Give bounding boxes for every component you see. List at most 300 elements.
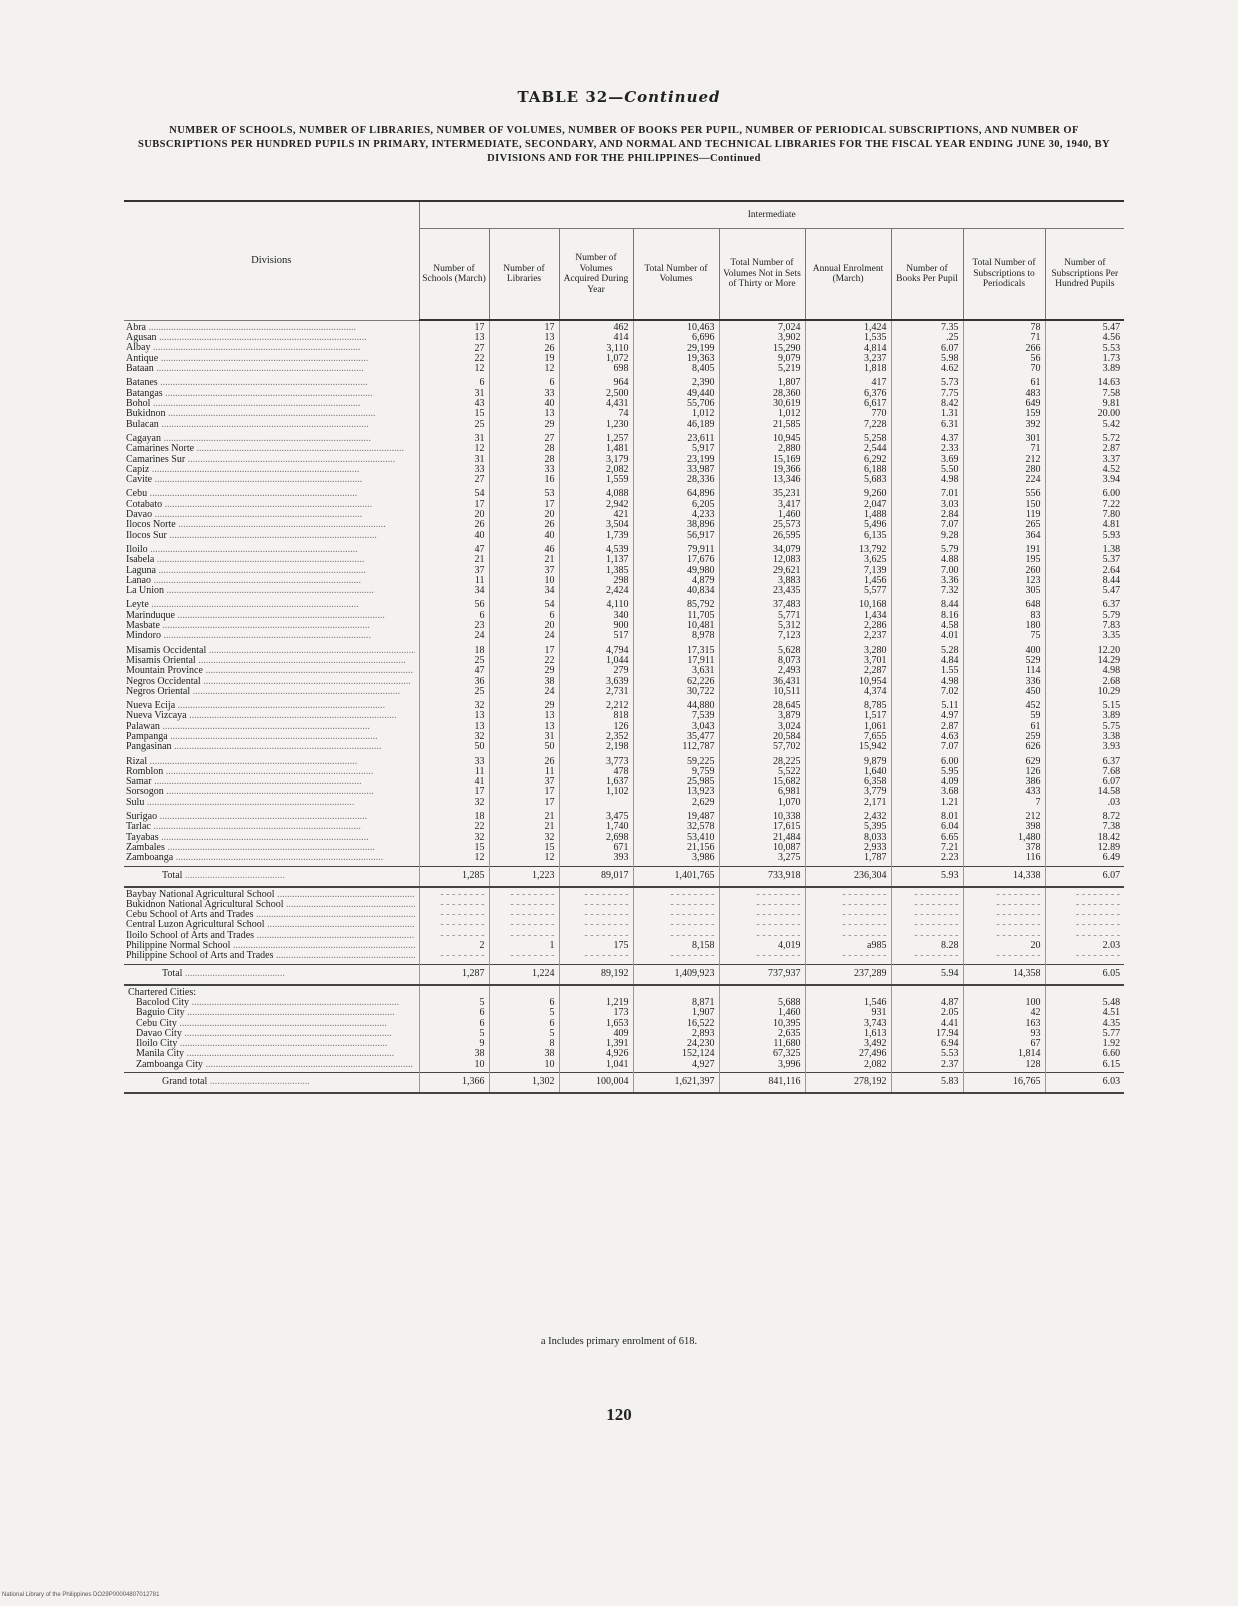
cell-line: 180 xyxy=(1025,620,1041,632)
cell-line: 4,110 xyxy=(606,599,629,611)
cell-line: Davao City ..... xyxy=(126,1029,415,1039)
cell-line: Cotabato ..... xyxy=(126,500,415,510)
cell-line: 336 xyxy=(1025,675,1041,687)
total-label-text: Grand total xyxy=(162,1076,208,1088)
cell-line: 6 xyxy=(549,377,555,389)
cell-line: 931 xyxy=(871,1007,887,1019)
cell-line: 1,012 xyxy=(692,408,715,420)
value-cell xyxy=(805,644,891,699)
cell-line: 54 xyxy=(474,488,485,500)
cell-line: Nueva Ecija ..... xyxy=(126,701,415,711)
cell-line: 2.23 xyxy=(941,852,959,864)
cell-line: 3,996 xyxy=(778,1058,801,1070)
cell-line: 21 xyxy=(544,811,555,823)
watermark: National Library of the Philippines DO29P00004807012781 xyxy=(2,1592,160,1598)
cell-line: 17 xyxy=(544,498,555,510)
cell-line: Negros Oriental ..... xyxy=(126,687,415,697)
cell-line: 2,893 xyxy=(692,1027,715,1039)
cell-line: 67,325 xyxy=(773,1048,801,1060)
cell-line: 13 xyxy=(544,408,555,420)
cell-line: 1,424 xyxy=(864,322,887,333)
cell-line: 18 xyxy=(474,644,485,656)
cell-line: 1,637 xyxy=(606,776,629,788)
cell-line: 5.48 xyxy=(1102,996,1121,1008)
cell-line: 3.36 xyxy=(941,574,959,586)
total-label-text: Total xyxy=(162,967,183,979)
cell-line: 5,496 xyxy=(864,519,887,531)
cell-line: 5.53 xyxy=(941,1048,959,1060)
cell-line: 27 xyxy=(474,342,485,354)
cell-line: 2,432 xyxy=(864,811,887,823)
empty-line: - - - - - - - - xyxy=(914,929,959,941)
total-value: 1,285 xyxy=(419,866,489,887)
intermediate-header: Intermediate xyxy=(419,202,1124,229)
cell-line: 6,292 xyxy=(864,453,887,465)
cell-line: 6.37 xyxy=(1102,599,1121,611)
total-label: Total ........................................ xyxy=(124,866,419,887)
cell-line: 5.72 xyxy=(1102,432,1121,444)
value-cell xyxy=(489,376,559,431)
cell-line: 6,188 xyxy=(864,463,887,475)
total-value: 5.83 xyxy=(891,1073,963,1094)
cell-line: Laguna ..... xyxy=(126,566,415,576)
value-cell xyxy=(559,810,633,866)
cell-line: 629 xyxy=(1025,755,1041,767)
value-cell xyxy=(489,320,559,376)
cell-line: 23,199 xyxy=(687,453,715,465)
cell-line: 7.35 xyxy=(941,322,959,333)
cell-line: 8,033 xyxy=(864,831,887,843)
cell-line: 163 xyxy=(1025,1017,1041,1029)
value-cell xyxy=(633,320,719,376)
cell-line: 195 xyxy=(1025,554,1041,566)
cell-line: 21,484 xyxy=(773,831,801,843)
cell-line: 6.37 xyxy=(1102,755,1121,767)
value-cell xyxy=(719,755,805,810)
total-value: 1,366 xyxy=(419,1073,489,1094)
cell-line: 5.95 xyxy=(941,765,959,777)
division-names xyxy=(124,320,419,376)
cell-line: 49,440 xyxy=(687,387,715,399)
cell-line: 1,385 xyxy=(606,564,629,576)
column-header: Total Number of Volumes Not in Sets of Thirty or More xyxy=(719,229,805,321)
cell-line: 1 xyxy=(549,940,555,952)
cell-line: 3.69 xyxy=(941,453,959,465)
cell-line: Cagayan ..... xyxy=(126,434,415,444)
cell-line: 61 xyxy=(1030,720,1041,732)
cell-line: 2,493 xyxy=(778,665,801,677)
cell-line: 6 xyxy=(479,377,485,389)
cell-line: 40 xyxy=(544,398,555,410)
cell-line: 46,189 xyxy=(687,418,715,430)
cell-line: 2.03 xyxy=(1102,940,1121,952)
cell-line: 19 xyxy=(544,352,555,364)
cell-line: 7.01 xyxy=(941,488,959,500)
cell-line: 2.05 xyxy=(941,1007,959,1019)
cell-line: 4,088 xyxy=(606,488,629,500)
cell-line: Baguio City ..... xyxy=(126,1008,415,1018)
cell-line: 38 xyxy=(544,1048,555,1060)
cell-line: 67 xyxy=(1030,1038,1041,1050)
cell-line: 1.55 xyxy=(941,665,959,677)
cell-line: 12 xyxy=(544,852,555,864)
cell-line: 40 xyxy=(474,529,485,541)
cell-line: 7.07 xyxy=(941,741,959,753)
cell-line: 6.94 xyxy=(941,1038,959,1050)
cell-line: 1,070 xyxy=(778,796,801,808)
cell-line: 32,578 xyxy=(687,821,715,833)
cell-line: 55,706 xyxy=(687,398,715,410)
empty-line: - - - - - - - - xyxy=(670,950,715,962)
empty-line: - - - - - - - - xyxy=(670,898,715,910)
value-cell xyxy=(559,755,633,810)
cell-line: 25 xyxy=(474,685,485,697)
empty-line: - - - - - - - - xyxy=(914,909,959,921)
cell-line: 37 xyxy=(474,564,485,576)
data-table xyxy=(124,200,1124,1094)
total-value: 1,401,765 xyxy=(633,866,719,887)
column-header: Number of Volumes Acquired During Year xyxy=(559,229,633,321)
cell-line: 1,517 xyxy=(864,710,887,722)
cell-line: 7,123 xyxy=(778,630,801,642)
empty-line: - - - - - - - - xyxy=(510,950,555,962)
cell-line: 6,358 xyxy=(864,776,887,788)
cell-line: 21 xyxy=(544,821,555,833)
cell-line: 17 xyxy=(544,644,555,656)
cell-line: 280 xyxy=(1025,463,1041,475)
value-cell xyxy=(633,598,719,643)
cell-line: 1,257 xyxy=(606,432,629,444)
cell-line: 1,546 xyxy=(864,996,887,1008)
cell-line: Misamis Occidental ..... xyxy=(126,646,415,656)
cell-line: 1,061 xyxy=(864,720,887,732)
column-header: Number of Schools (March) xyxy=(419,229,489,321)
empty-line: - - - - - - - - xyxy=(440,919,485,931)
empty-line: - - - - - - - - xyxy=(996,898,1041,910)
value-cell xyxy=(963,985,1045,1073)
cell-line: 79,911 xyxy=(687,543,715,555)
cell-line: 5,917 xyxy=(692,443,715,455)
cell-line: 2 xyxy=(479,940,485,952)
cell-line: Cavite ..... xyxy=(126,475,415,485)
cell-line: 6.00 xyxy=(941,755,959,767)
value-cell xyxy=(489,543,559,598)
total-value: 6.05 xyxy=(1045,964,1124,985)
cell-line: 27,496 xyxy=(859,1048,887,1060)
cell-line: 340 xyxy=(613,609,629,621)
empty-line: - - - - - - - - xyxy=(510,919,555,931)
cell-line: 3,631 xyxy=(692,665,715,677)
cell-line: 6,135 xyxy=(864,529,887,541)
cell-line: 2,171 xyxy=(864,796,887,808)
cell-line: 386 xyxy=(1025,776,1041,788)
cell-line: 1,460 xyxy=(778,1007,801,1019)
cell-line: 3,701 xyxy=(864,654,887,666)
cell-line: 13,346 xyxy=(773,474,801,486)
total-value: 1,223 xyxy=(489,866,559,887)
cell-line: 26 xyxy=(544,519,555,531)
cell-line: 24,230 xyxy=(687,1038,715,1050)
cell-line: 1,653 xyxy=(606,1017,629,1029)
cell-line: 5,628 xyxy=(778,644,801,656)
cell-line: 32 xyxy=(474,730,485,742)
cell-line: 2,635 xyxy=(778,1027,801,1039)
empty-line: - - - - - - - - xyxy=(510,888,555,900)
value-cell xyxy=(559,699,633,754)
cell-line: 15,290 xyxy=(773,342,801,354)
cell-line: 6,205 xyxy=(692,498,715,510)
empty-line: - - - - - - - - xyxy=(996,919,1041,931)
cell-line: 19,366 xyxy=(773,463,801,475)
cell-line: 32 xyxy=(474,700,485,712)
total-value: 1,224 xyxy=(489,964,559,985)
cell-line: 1,739 xyxy=(606,529,629,541)
cell-line: 20 xyxy=(544,509,555,521)
cell-line: 32 xyxy=(544,831,555,843)
value-cell xyxy=(633,985,719,1073)
cell-line: 12.89 xyxy=(1097,841,1121,853)
cell-line: 16 xyxy=(544,474,555,486)
cell-line: 22 xyxy=(544,654,555,666)
cell-line: 4.52 xyxy=(1102,463,1121,475)
cell-line: 10,395 xyxy=(773,1017,801,1029)
cell-line: 7,228 xyxy=(864,418,887,430)
cell-line: 18.42 xyxy=(1097,831,1121,843)
cell-line: 6.15 xyxy=(1102,1058,1121,1070)
cell-line: Abra ..... xyxy=(126,323,415,333)
value-cell xyxy=(963,598,1045,643)
value-cell xyxy=(805,320,891,376)
cell-line: 13 xyxy=(544,332,555,344)
cell-line: 4.81 xyxy=(1102,519,1121,531)
cell-line: 17.94 xyxy=(936,1027,959,1039)
cell-line: 10,338 xyxy=(773,811,801,823)
empty-line: - - - - - - - - xyxy=(842,888,887,900)
value-cell xyxy=(559,887,633,965)
cell-line: 4.84 xyxy=(941,654,959,666)
cell-line: 54 xyxy=(544,599,555,611)
cell-line: 400 xyxy=(1025,644,1041,656)
cell-line: 3.94 xyxy=(1102,474,1121,486)
cell-line: 279 xyxy=(613,665,629,677)
cell-line: Zambales ..... xyxy=(126,843,415,853)
cell-line: 1.21 xyxy=(941,796,959,808)
cell-line: 5.11 xyxy=(941,700,959,712)
cell-line: 64,896 xyxy=(687,488,715,500)
cell-line: 5.28 xyxy=(941,644,959,656)
value-cell xyxy=(805,432,891,487)
cell-line: 10,954 xyxy=(859,675,887,687)
value-cell xyxy=(719,598,805,643)
footnote: a Includes primary enrolment of 618. xyxy=(540,1336,698,1347)
cell-line: 34,079 xyxy=(773,543,801,555)
empty-line: - - - - - - - - xyxy=(842,919,887,931)
cell-line: 28,336 xyxy=(687,474,715,486)
cell-line: Masbate ..... xyxy=(126,621,415,631)
cell-line: 17 xyxy=(544,322,555,333)
empty-line: - - - - - - - - xyxy=(670,909,715,921)
total-label-text: Total xyxy=(162,869,183,881)
cell-line: 5.79 xyxy=(1102,609,1121,621)
cell-line: Iloilo City ..... xyxy=(126,1039,415,1049)
cell-line: 4.98 xyxy=(941,675,959,687)
division-names xyxy=(124,644,419,699)
cell-line: 417 xyxy=(871,377,887,389)
cell-line: 47 xyxy=(474,543,485,555)
cell-line: 17 xyxy=(474,498,485,510)
cell-line: 3,492 xyxy=(864,1038,887,1050)
cell-line: 4,926 xyxy=(606,1048,629,1060)
empty-line: - - - - - - - - xyxy=(996,950,1041,962)
cell-line: 12 xyxy=(474,852,485,864)
cell-line: 74 xyxy=(618,408,629,420)
cell-line: 59 xyxy=(1030,710,1041,722)
cell-line: 4.62 xyxy=(941,363,959,375)
value-cell xyxy=(805,985,891,1073)
cell-line: 3.89 xyxy=(1102,710,1121,722)
cell-line: 13 xyxy=(474,720,485,732)
cell-line: Batanes ..... xyxy=(126,378,415,388)
cell-line: 15,942 xyxy=(859,741,887,753)
cell-line: 35,477 xyxy=(687,730,715,742)
cell-line: 10,481 xyxy=(687,620,715,632)
cell-line: 25 xyxy=(474,654,485,666)
cell-line: 19,487 xyxy=(687,811,715,823)
cell-line: 378 xyxy=(1025,841,1041,853)
cell-line: Lanao ..... xyxy=(126,576,415,586)
cell-line: 9,079 xyxy=(778,352,801,364)
cell-line: 53 xyxy=(544,488,555,500)
value-cell xyxy=(633,376,719,431)
cell-line: 3.89 xyxy=(1102,363,1121,375)
cell-line: 462 xyxy=(613,322,629,333)
cell-line: 53,410 xyxy=(687,831,715,843)
cell-line: 11 xyxy=(474,765,485,777)
cell-line: 11,680 xyxy=(773,1038,801,1050)
cell-line: 3,024 xyxy=(778,720,801,732)
cell-line: 1,456 xyxy=(864,574,887,586)
cell-line: 14.63 xyxy=(1097,377,1121,389)
cell-line: 626 xyxy=(1025,741,1041,753)
value-cell xyxy=(963,432,1045,487)
cell-line: 12,083 xyxy=(773,554,801,566)
total-value: 841,116 xyxy=(719,1073,805,1094)
cell-line: 1,787 xyxy=(864,852,887,864)
cell-line: Camarines Norte ..... xyxy=(126,444,415,454)
table-row-group xyxy=(124,644,1124,699)
empty-line: - - - - - - - - xyxy=(440,909,485,921)
cell-line: 26 xyxy=(474,519,485,531)
cell-line: 23 xyxy=(474,620,485,632)
cell-line: 3,879 xyxy=(778,710,801,722)
cell-line: 2,731 xyxy=(606,685,629,697)
cell-line: 25,573 xyxy=(773,519,801,531)
value-cell xyxy=(805,543,891,598)
cell-line: 5 xyxy=(549,1027,555,1039)
cell-line: 2.68 xyxy=(1102,675,1121,687)
value-cell xyxy=(559,487,633,542)
schools-row xyxy=(124,887,1124,965)
cell-line: 2.87 xyxy=(941,720,959,732)
total-row xyxy=(124,866,1124,887)
cell-line: 8 xyxy=(549,1038,555,1050)
cell-line: 14.58 xyxy=(1097,786,1121,798)
cell-line: Agusan ..... xyxy=(126,333,415,343)
cell-line: 128 xyxy=(1025,1058,1041,1070)
value-cell xyxy=(963,376,1045,431)
cell-line: Nueva Vizcaya ..... xyxy=(126,711,415,721)
empty-line: - - - - - - - - xyxy=(842,909,887,921)
value-cell xyxy=(963,543,1045,598)
cell-line: 1,807 xyxy=(778,377,801,389)
cell-line: 364 xyxy=(1025,529,1041,541)
cell-line: 10 xyxy=(544,1058,555,1070)
cell-line: 13,923 xyxy=(687,786,715,798)
cell-line: 2,933 xyxy=(864,841,887,853)
cell-line: 6.60 xyxy=(1102,1048,1121,1060)
cell-line: 5 xyxy=(479,1027,485,1039)
cell-line: 1,102 xyxy=(606,786,629,798)
cell-line: 123 xyxy=(1025,574,1041,586)
total-value: 89,192 xyxy=(559,964,633,985)
cell-line: 7.32 xyxy=(941,585,959,597)
cell-line: 29 xyxy=(544,418,555,430)
value-cell xyxy=(633,699,719,754)
cell-line: 31 xyxy=(474,432,485,444)
cell-line: 3,275 xyxy=(778,852,801,864)
cell-line: a985 xyxy=(867,940,887,952)
cell-line: 7 xyxy=(1035,796,1041,808)
cell-line: 17,676 xyxy=(687,554,715,566)
cell-line: 22 xyxy=(474,821,485,833)
cell-line: Capiz ..... xyxy=(126,465,415,475)
empty-line: - - - - - - - - xyxy=(510,909,555,921)
cell-line: 10,945 xyxy=(773,432,801,444)
cell-line: 15 xyxy=(544,841,555,853)
value-cell xyxy=(719,432,805,487)
value-cell xyxy=(489,985,559,1073)
cell-line: 556 xyxy=(1025,488,1041,500)
cell-line: 15 xyxy=(474,841,485,853)
cell-line: 29 xyxy=(544,700,555,712)
chartered-cities-row xyxy=(124,985,1124,1073)
cell-line: Davao ..... xyxy=(126,510,415,520)
table-subtitle: NUMBER OF SCHOOLS, NUMBER OF LIBRARIES, NUMBER OF VOLUMES, NUMBER OF BOOKS PER PUPIL, NUMBER OF PERIODICAL SUBSCRIPTIONS, AND NUMBER OF SUBSCRIPTIONS PER HUNDRED PUPILS IN PRIMARY, INTERMEDIATE, SECONDARY, AND NORMAL AND TECHNICAL LIBRARIES FOR THE FISCAL YEAR ENDING JUNE 30, 1940, BY DIVISIONS AND FOR THE PHILIPPINES—Continued xyxy=(138,125,1110,164)
column-header: Total Number of Subscriptions to Periodicals xyxy=(963,229,1045,321)
total-value: 16,765 xyxy=(963,1073,1045,1094)
cell-line: 5 xyxy=(479,996,485,1008)
city-names xyxy=(124,985,419,1073)
cell-line: Marinduque ..... xyxy=(126,611,415,621)
cell-line: Mountain Province ..... xyxy=(126,666,415,676)
cell-line: 191 xyxy=(1025,543,1041,555)
empty-line: - - - - - - - - xyxy=(440,898,485,910)
value-cell xyxy=(1045,699,1124,754)
cell-line: 27 xyxy=(544,432,555,444)
cell-line: 20 xyxy=(544,620,555,632)
empty-line: - - - - - - - - xyxy=(670,888,715,900)
cell-line: 7,024 xyxy=(778,322,801,333)
cell-line: 3,883 xyxy=(778,574,801,586)
value-cell xyxy=(719,810,805,866)
cell-line: 1,640 xyxy=(864,765,887,777)
cell-line: 18 xyxy=(474,811,485,823)
cell-line: 34 xyxy=(544,585,555,597)
cell-line: Iloilo School of Arts and Trades ..... xyxy=(126,931,415,941)
cell-line: 12 xyxy=(474,443,485,455)
cell-line: 2,424 xyxy=(606,585,629,597)
cell-line: 770 xyxy=(871,408,887,420)
